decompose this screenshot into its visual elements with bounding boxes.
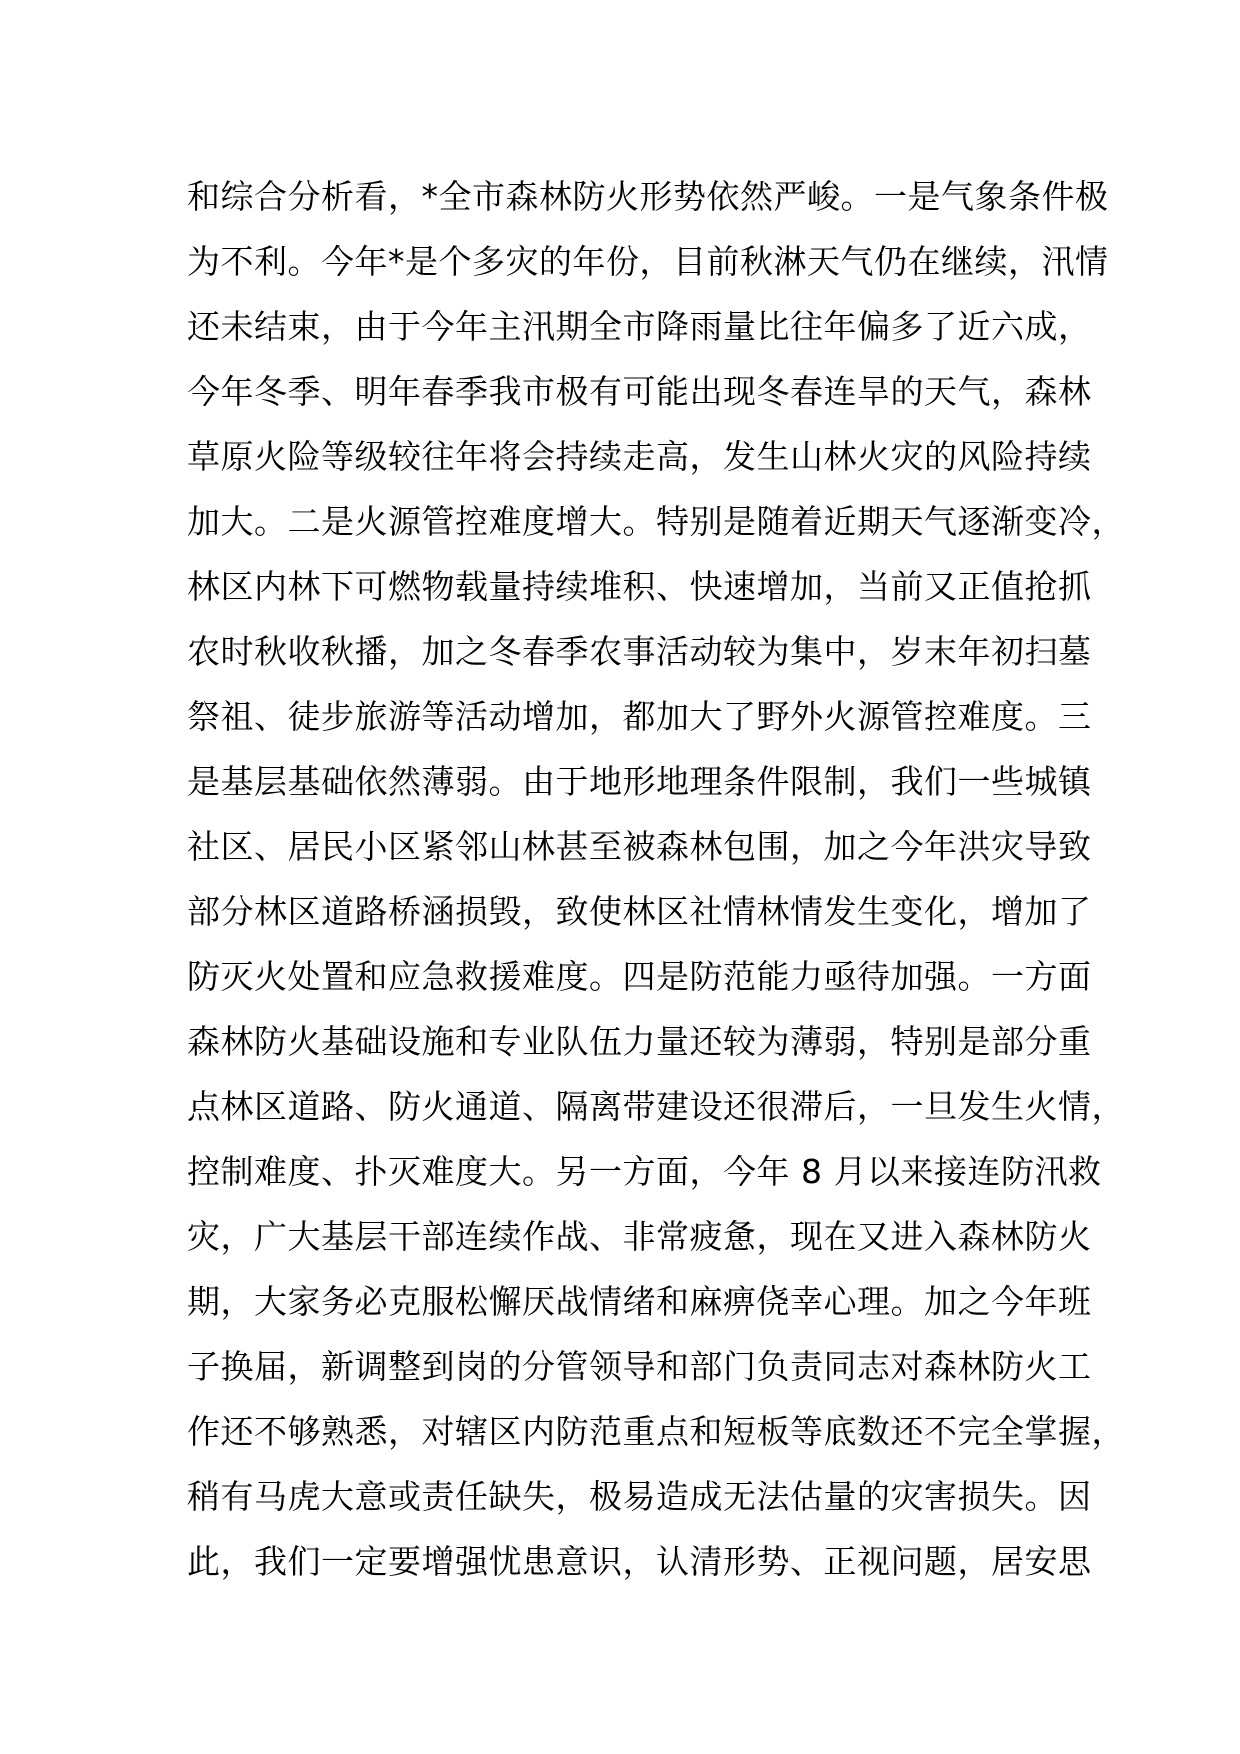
text-line-13: 防灭火处置和应急救援难度。四是防范能力亟待加强。一方面 xyxy=(187,957,1092,996)
text-line-6: 加大。二是火源管控难度增大。特别是随着近期天气逐渐变冷， xyxy=(187,502,1125,541)
text-line-22: 此，我们一定要增强忧患意识，认清形势、正视问题，居安思 xyxy=(187,1542,1092,1581)
text-line-4: 今年冬季、明年春季我市极有可能出现冬春连旱的天气，森林 xyxy=(187,372,1092,411)
text-line-10: 是基层基础依然薄弱。由于地形地理条件限制，我们一些城镇 xyxy=(187,762,1092,801)
text-line-14: 森林防火基础设施和专业队伍力量还较为薄弱，特别是部分重 xyxy=(187,1022,1092,1061)
text-line-16: 控制难度、扑灭难度大。另一方面，今年 8 月以来接连防汛救 xyxy=(187,1152,1102,1191)
text-line-17: 灾，广大基层干部连续作战、非常疲惫，现在又进入森林防火 xyxy=(187,1217,1092,1256)
text-line-21: 稍有马虎大意或责任缺失，极易造成无法估量的灾害损失。因 xyxy=(187,1477,1092,1516)
text-line-19: 子换届，新调整到岗的分管领导和部门负责同志对森林防火工 xyxy=(187,1347,1092,1386)
text-line-3: 还未结束，由于今年主汛期全市降雨量比往年偏多了近六成， xyxy=(187,307,1092,346)
text-line-2: 为不利。今年*是个多灾的年份，目前秋淋天气仍在继续，汛情 xyxy=(187,242,1109,281)
text-line-18: 期，大家务必克服松懈厌战情绪和麻痹侥幸心理。加之今年班 xyxy=(187,1282,1092,1321)
text-line-20: 作还不够熟悉，对辖区内防范重点和短板等底数还不完全掌握， xyxy=(187,1412,1125,1451)
text-line-11: 社区、居民小区紧邻山林甚至被森林包围，加之今年洪灾导致 xyxy=(187,827,1092,866)
text-line-9: 祭祖、徒步旅游等活动增加，都加大了野外火源管控难度。三 xyxy=(187,697,1092,736)
text-line-8: 农时秋收秋播，加之冬春季农事活动较为集中，岁末年初扫墓 xyxy=(187,632,1092,671)
text-line-15: 点林区道路、防火通道、隔离带建设还很滞后，一旦发生火情， xyxy=(187,1087,1125,1126)
text-line-5: 草原火险等级较往年将会持续走高，发生山林火灾的风险持续 xyxy=(187,437,1092,476)
body-text xyxy=(187,164,1125,1594)
text-line-1: 和综合分析看，*全市森林防火形势依然严峻。一是气象条件极 xyxy=(187,177,1109,216)
text-line-12: 部分林区道路桥涵损毁，致使林区社情林情发生变化，增加了 xyxy=(187,892,1092,931)
text-line-7: 林区内林下可燃物载量持续堆积、快速增加，当前又正值抢抓 xyxy=(187,567,1092,606)
